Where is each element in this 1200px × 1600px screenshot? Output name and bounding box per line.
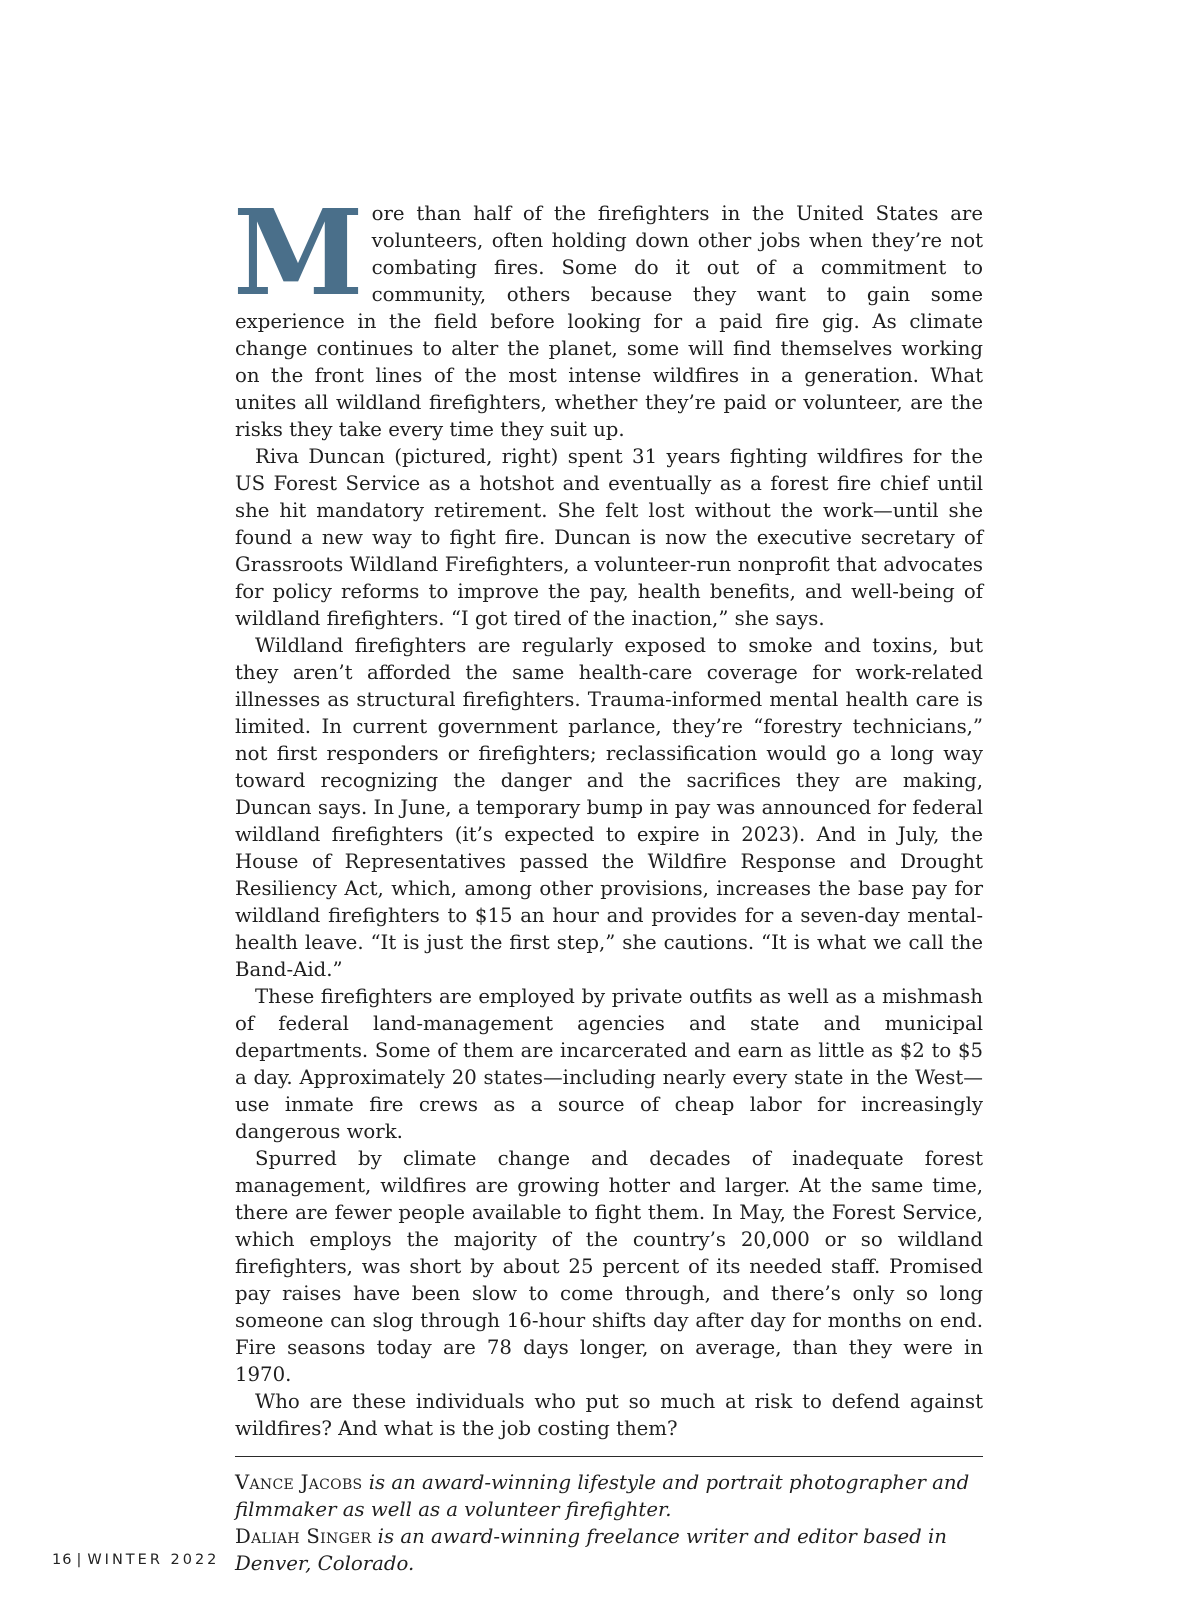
section-divider (235, 1456, 983, 1457)
issue-label: WINTER 2022 (87, 1552, 220, 1568)
article-paragraph-5: Spurred by climate change and decades of inadequate forest management, wildfires are growing hotter and larger. At the same time, there are fewer people available to fight them. In May, the Forest Service, which employs the majority of the country’s 20,000 or so wildland firefighters, was short by about 25 percent of its needed staff. Promised pay raises have been slow to come through, and there’s only so long someone can slog through 16-hour shifts day after day for months on end. Fire seasons today are 78 days longer, on average, than they were in 1970. (235, 1147, 983, 1386)
article-paragraph-3: Wildland firefighters are regularly exposed to smoke and toxins, but they aren’t afforded the same health-care coverage for work-related illnesses as structural firefighters. Trauma-informed mental health care is limited. In current government parlance, they’re “forestry technicians,” not first responders or firefighters; reclassification would go a long way toward recognizing the danger and the sacrifices they are making, Duncan says. In June, a temporary bump in pay was announced for federal wildland firefighters (it’s expected to expire in 2023). And in July, the House of Representatives passed the Wildfire Response and Drought Resiliency Act, which, among other provisions, increases the base pay for wildland firefighters to $15 an hour and provides for a seven-day mental-health leave. “It is just the first step,” she cautions. “It is what we call the Band-Aid.” (235, 634, 983, 981)
contributor-description: is an award-winning freelance writer and editor based in Denver, Colorado. (235, 1525, 947, 1575)
page-number: 16 (52, 1552, 73, 1568)
page-footer (52, 1552, 219, 1568)
article-paragraph-2: Riva Duncan (pictured, right) spent 31 years fighting wildfires for the US Forest Service as a hotshot and eventually as a forest fire chief until she hit mandatory retirement. She felt lost without the work—until she found a new way to fight fire. Duncan is now the executive secretary of Grassroots Wildland Firefighters, a volunteer-run nonprofit that advocates for policy reforms to improve the pay, health benefits, and well-being of wildland firefighters. “I got tired of the inaction,” she says. (235, 445, 983, 630)
article-paragraph-4: These firefighters are employed by private outfits as well as a mishmash of federal land-management agencies and state and municipal departments. Some of them are incarcerated and earn as little as $2 to $5 a day. Approximately 20 states—including nearly every state in the West—use inmate fire crews as a source of cheap labor for increasingly dangerous work. (235, 985, 983, 1143)
footer-separator: | (76, 1552, 82, 1568)
article-paragraph-1 (233, 183, 983, 443)
drop-cap: M (233, 183, 364, 322)
contributor-bio-photographer (235, 1469, 983, 1523)
contributor-name: Vance Jacobs (235, 1471, 363, 1494)
contributor-name: Daliah Singer (235, 1525, 372, 1548)
contributor-bio-writer (235, 1523, 983, 1577)
contributor-description: is an award-winning lifestyle and portrait photographer and filmmaker as well as a volunteer firefighter. (235, 1471, 970, 1521)
article-column (233, 183, 983, 1577)
article-paragraph-6: Who are these individuals who put so much at risk to defend against wildfires? And what is the job costing them? (235, 1390, 983, 1440)
paragraph-1-text: ore than half of the firefighters in the United States are volunteers, often holding down other jobs when they’re not combating fires. Some do it out of a commitment to community, others because they want to gain some experience in the field before looking for a paid fire gig. As climate change continues to alter the planet, some will find themselves working on the front lines of the most intense wildfires in a generation. What unites all wildland firefighters, whether they’re paid or volunteer, are the risks they take every time they suit up. (235, 202, 983, 441)
